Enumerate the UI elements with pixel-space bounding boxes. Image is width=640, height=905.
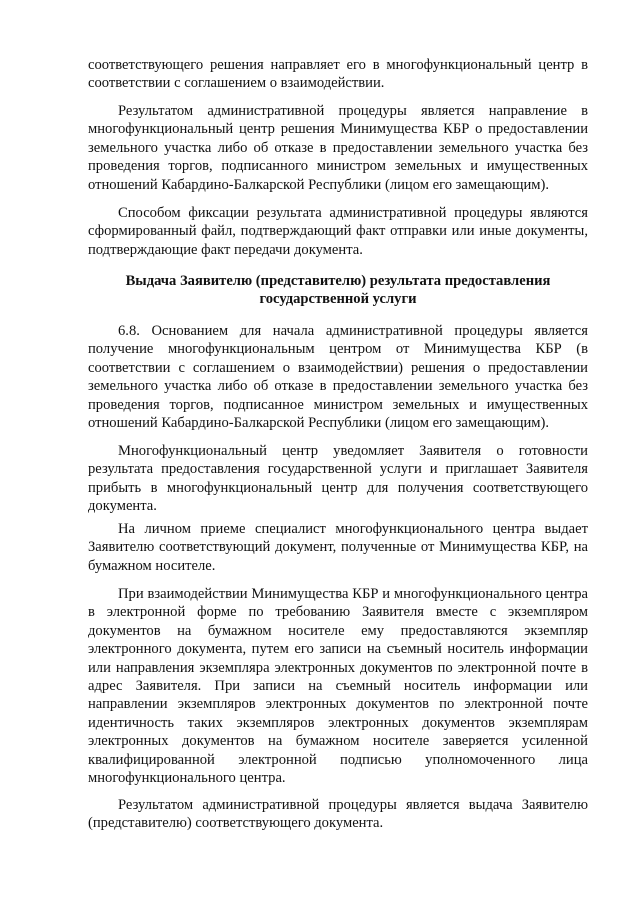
- paragraph-personal-reception: На личном приеме специалист многофункционального центра выдает Заявителю соответствующий документ, полученные от Минимущества КБР, на бумажном носителе.: [88, 521, 588, 574]
- section-heading: Выдача Заявителю (представителю) результата предоставления государственной услуги: [125, 273, 551, 308]
- paragraph-continuation: соответствующего решения направляет его в многофункциональный центр в соответствии с соглашением о взаимодействии.: [88, 57, 588, 92]
- paragraph-result-issuance: Результатом административной процедуры является выдача Заявителю (представителю) соответствующего документа.: [88, 797, 588, 832]
- paragraph-notification: Многофункциональный центр уведомляет Заявителя о готовности результата предоставления государственной услуги и приглашает Заявителя прибыть в многофункциональный центр для получения соответствующего документа.: [88, 443, 588, 515]
- paragraph-electronic-interaction: При взаимодействии Минимущества КБР и многофункционального центра в электронной форме по требованию Заявителя вместе с экземпляром документов на бумажном носителе ему предоставляются экземпляр электронного документа, путем его записи на съемный носитель информации или направления экземпляра электронных документов по электронной почте в адрес Заявителя. При записи на съемный носитель информации или направлении экземпляров электронных документов по электронной почте идентичность таких экземпляров электронных документов экземплярам электронных документов на бумажном носителе заверяется усиленной квалифицированной электронной подписью уполномоченного лица многофункционального центра.: [88, 586, 588, 787]
- paragraph-6-8-basis: 6.8. Основанием для начала административной процедуры является получение многофункциональным центром от Минимущества КБР (в соответствии с соглашением о взаимодействии) решения о предоставлении земельного участка либо об отказе в предоставлении земельного участка без проведения торгов, подписанное министром земельных и имущественных отношений Кабардино-Балкарской Республики (лицом его замещающим).: [88, 323, 588, 432]
- paragraph-fixation-method: Способом фиксации результата административной процедуры являются сформированный файл, подтверждающий факт отправки или иные документы, подтверждающие факт передачи документа.: [88, 205, 588, 258]
- paragraph-result-direction: Результатом административной процедуры является направление в многофункциональный центр решения Минимущества КБР о предоставлении земельного участка либо об отказе в предоставлении земельного участка без проведения торгов, подписанного министром земельных и имущественных отношений Кабардино-Балкарской Республики (лицом его замещающим).: [88, 103, 588, 193]
